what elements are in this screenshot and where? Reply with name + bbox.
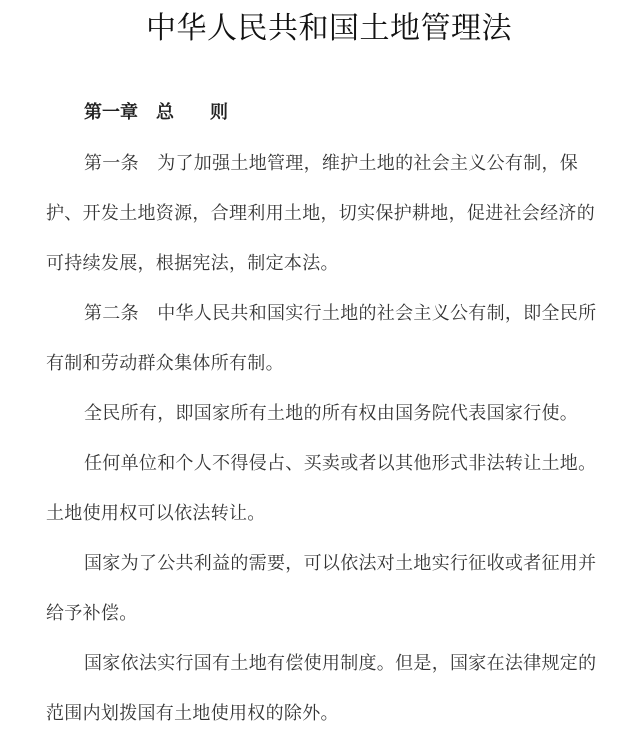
- paragraph-state-ownership-text: 全民所有，即国家所有土地的所有权由国务院代表国家行使。: [84, 403, 579, 424]
- paragraph-public-interest-text: 国家为了公共利益的需要，可以依法对土地实行征收或者征用并给予补偿。: [46, 553, 597, 624]
- article-2-text: 中华人民共和国实行土地的社会主义公有制，即全民所有制和劳动群众集体所有制。: [46, 303, 597, 374]
- paragraph-paid-use: [46, 639, 612, 739]
- paragraph-no-illegal-transfer: [46, 439, 612, 539]
- paragraph-paid-use-text: 国家依法实行国有土地有偿使用制度。但是，国家在法律规定的范围内划拨国有土地使用权的除外。: [46, 653, 597, 724]
- article-2-number: 第二条: [84, 303, 158, 324]
- article-1-text: 为了加强土地管理，维护土地的社会主义公有制，保护、开发土地资源，合理利用土地，切实保护耕地，促进社会经济的可持续发展，根据宪法，制定本法。: [46, 153, 595, 274]
- article-1-number: 第一条: [84, 153, 158, 174]
- paragraph-state-ownership: [46, 389, 612, 439]
- paragraph-public-interest: [46, 539, 612, 639]
- paragraph-no-illegal-transfer-text: 任何单位和个人不得侵占、买卖或者以其他形式非法转让土地。土地使用权可以依法转让。: [46, 453, 597, 524]
- chapter-heading: 第一章 总 则: [84, 102, 228, 123]
- article-1-paragraph: [46, 139, 612, 289]
- document-title: 中华人民共和国土地管理法: [146, 11, 512, 46]
- article-2-paragraph: [46, 289, 612, 389]
